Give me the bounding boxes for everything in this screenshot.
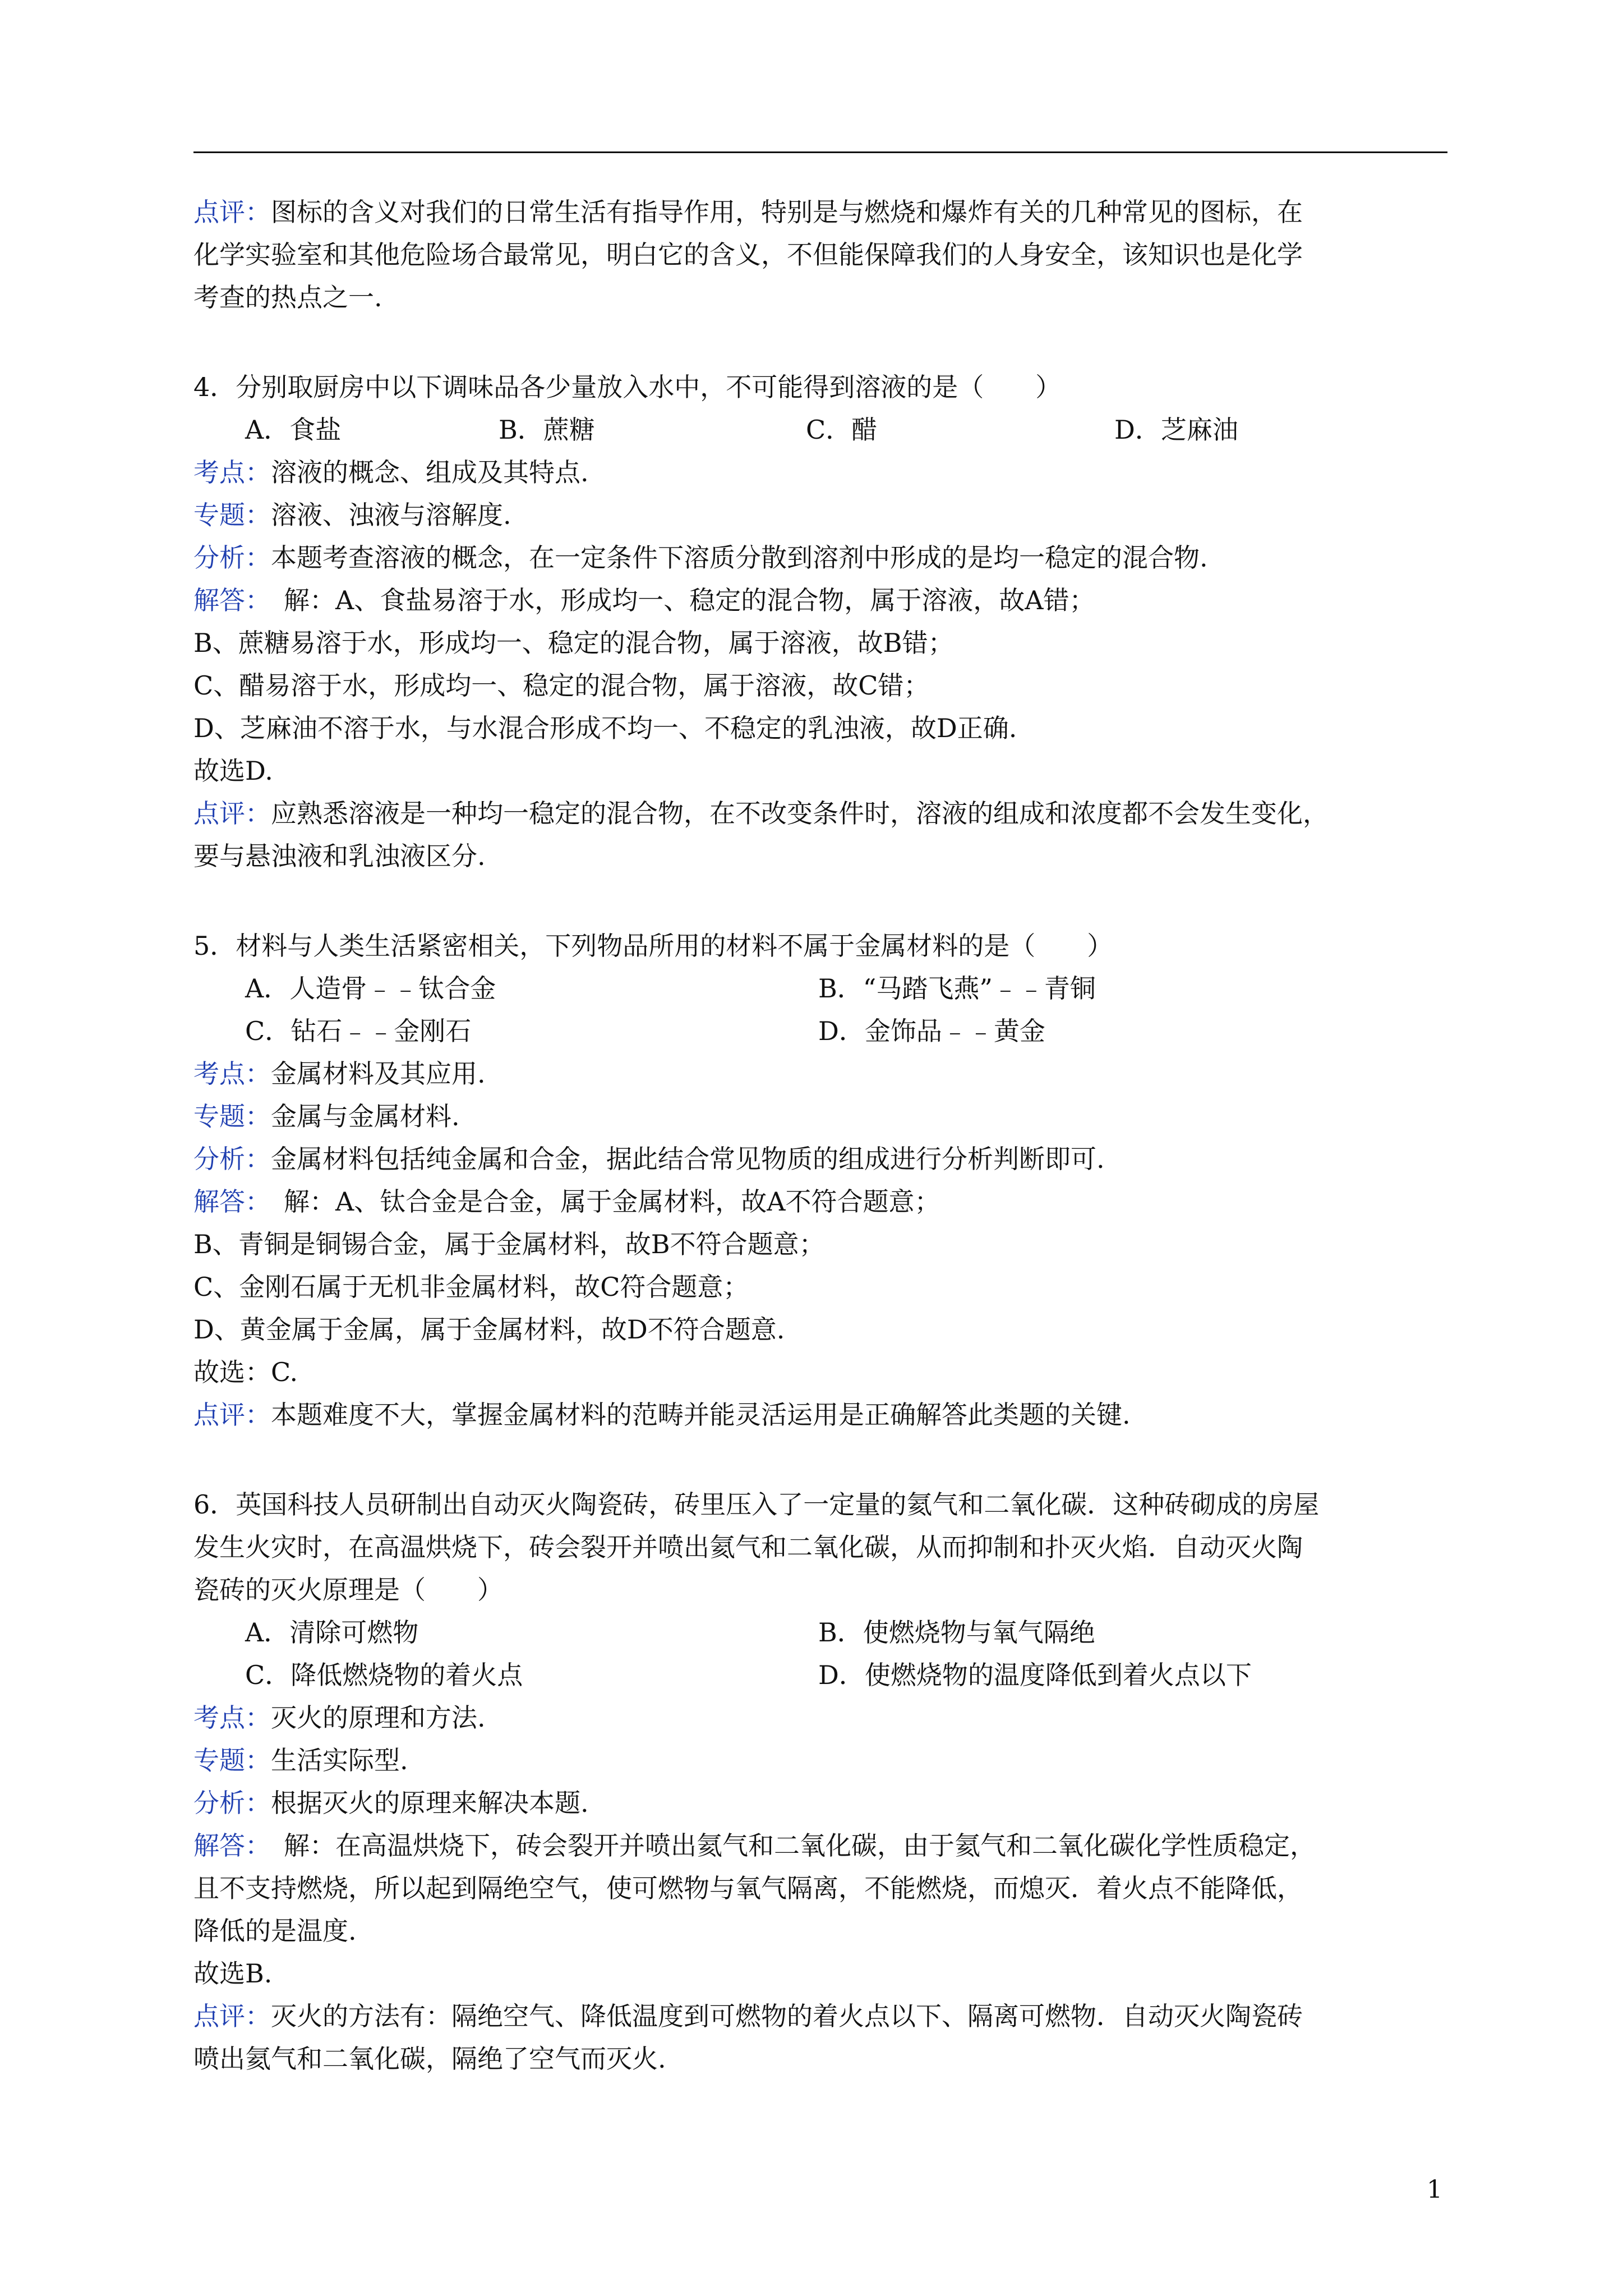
q6-jieda-line-2: 且不支持燃烧，所以起到隔绝空气，使可燃物与氧气隔离，不能燃烧，而熄灭．着火点不能降低， [193, 1873, 1303, 1903]
q5-option-c: C．钻石﹣﹣金刚石 [245, 1016, 472, 1046]
header-rule [193, 151, 1447, 153]
q4-dianping-line-2: 要与悬浊液和乳浊液区分. [193, 841, 486, 871]
q5-answer: 故选：C. [193, 1357, 298, 1387]
q6-option-d: D．使燃烧物的温度降低到着火点以下 [818, 1660, 1252, 1690]
q6-options-row-2 [193, 1654, 1447, 1696]
dianping-label: 点评： [193, 197, 271, 227]
q5-option-d: D．金饰品﹣﹣黄金 [818, 1016, 1045, 1046]
q5-option-b: B．“马踏飞燕”﹣﹣青铜 [818, 973, 1096, 1004]
page-number: 1 [1427, 2175, 1442, 2204]
intro-dianping-line-1: 点评：图标的含义对我们的日常生活有指导作用，特别是与燃烧和爆炸有关的几种常见的图标，在 [193, 197, 1303, 227]
dianping-label: 点评： [193, 798, 271, 829]
dianping-label: 点评： [193, 2001, 271, 2031]
q5-jieda-line-3: C、金刚石属于无机非金属材料，故C符合题意； [193, 1272, 749, 1302]
jieda-label: 解答： [193, 1830, 258, 1861]
q4-option-b: B．蔗糖 [499, 415, 595, 445]
q5-jieda: 解答： 解：A、钛合金是合金，属于金属材料，故A不符合题意； [193, 1186, 940, 1217]
q4-option-a: A．食盐 [245, 415, 342, 445]
q6-stem-line-3: 瓷砖的灭火原理是（ ） [193, 1575, 503, 1605]
q6-jieda-line-3: 降低的是温度. [193, 1916, 357, 1946]
q4-jieda: 解答： 解：A、食盐易溶于水，形成均一、稳定的混合物，属于溶液，故A错； [193, 585, 1095, 615]
q5-dianping: 点评：本题难度不大，掌握金属材料的范畴并能灵活运用是正确解答此类题的关键. [193, 1400, 1131, 1430]
q4-kaodian: 考点：溶液的概念、组成及其特点. [193, 457, 589, 487]
fenxi-label: 分析： [193, 1788, 271, 1818]
q5-kaodian: 考点：金属材料及其应用. [193, 1059, 486, 1089]
q6-kaodian: 考点：灭火的原理和方法. [193, 1703, 486, 1733]
kaodian-label: 考点： [193, 1703, 271, 1733]
q5-options-row-1 [193, 967, 1447, 1010]
zhuanti-label: 专题： [193, 1745, 271, 1775]
jieda-label: 解答： [193, 585, 258, 615]
q4-options [193, 408, 1447, 451]
q5-fenxi: 分析：金属材料包括纯金属和合金，据此结合常见物质的组成进行分析判断即可. [193, 1144, 1105, 1174]
q6-stem-line-2: 发生火灾时，在高温烘烧下，砖会裂开并喷出氦气和二氧化碳，从而抑制和扑灭火焰．自动灭火陶 [193, 1532, 1303, 1562]
q5-option-a: A．人造骨﹣﹣钛合金 [245, 973, 496, 1004]
q6-jieda: 解答： 解：在高温烘烧下，砖会裂开并喷出氦气和二氧化碳，由于氦气和二氧化碳化学性质稳定， [193, 1830, 1316, 1861]
document-body [193, 191, 1447, 2080]
dianping-label: 点评： [193, 1400, 271, 1430]
q4-answer: 故选D. [193, 756, 273, 786]
q6-stem-line-1: 6．英国科技人员研制出自动灭火陶瓷砖，砖里压入了一定量的氦气和二氧化碳．这种砖砌成的房屋 [193, 1489, 1320, 1520]
q5-stem: 5．材料与人类生活紧密相关，下列物品所用的材料不属于金属材料的是（ ） [193, 931, 1113, 961]
fenxi-label: 分析： [193, 542, 271, 573]
q6-answer: 故选B. [193, 1958, 273, 1989]
zhuanti-label: 专题： [193, 1101, 271, 1131]
q4-zhuanti: 专题：溶液、浊液与溶解度. [193, 500, 511, 530]
q4-fenxi: 分析：本题考查溶液的概念，在一定条件下溶质分散到溶剂中形成的是均一稳定的混合物. [193, 542, 1208, 573]
q5-jieda-line-4: D、黄金属于金属，属于金属材料，故D不符合题意. [193, 1314, 785, 1345]
zhuanti-label: 专题： [193, 500, 271, 530]
q4-jieda-line-2: B、蔗糖易溶于水，形成均一、稳定的混合物，属于溶液，故B错； [193, 628, 954, 658]
q6-option-b: B．使燃烧物与氧气隔绝 [818, 1617, 1095, 1648]
q4-option-c: C．醋 [806, 415, 878, 445]
q4-dianping: 点评：应熟悉溶液是一种均一稳定的混合物，在不改变条件时，溶液的组成和浓度都不会发生变化， [193, 798, 1329, 829]
q6-dianping: 点评：灭火的方法有：隔绝空气、降低温度到可燃物的着火点以下、隔离可燃物．自动灭火陶瓷砖 [193, 2001, 1303, 2031]
q4-stem: 4．分别取厨房中以下调味品各少量放入水中，不可能得到溶液的是（ ） [193, 372, 1062, 402]
intro-dianping-line-3: 考查的热点之一. [193, 282, 382, 312]
q6-dianping-line-2: 喷出氦气和二氧化碳，隔绝了空气而灭火. [193, 2044, 666, 2074]
jieda-label: 解答： [193, 1186, 258, 1217]
fenxi-label: 分析： [193, 1144, 271, 1174]
q4-jieda-line-3: C、醋易溶于水，形成均一、稳定的混合物，属于溶液，故C错； [193, 670, 930, 701]
q5-jieda-line-2: B、青铜是铜锡合金，属于金属材料，故B不符合题意； [193, 1229, 825, 1259]
intro-dianping-line-2: 化学实验室和其他危险场合最常见，明白它的含义，不但能保障我们的人身安全，该知识也是化学 [193, 240, 1303, 270]
q5-options-row-2 [193, 1010, 1447, 1052]
q5-zhuanti: 专题：金属与金属材料. [193, 1101, 460, 1131]
q6-option-c: C．降低燃烧物的着火点 [245, 1660, 523, 1690]
kaodian-label: 考点： [193, 1059, 271, 1089]
q4-option-d: D．芝麻油 [1114, 415, 1238, 445]
q6-fenxi: 分析：根据灭火的原理来解决本题. [193, 1788, 589, 1818]
q4-jieda-line-4: D、芝麻油不溶于水，与水混合形成不均一、不稳定的乳浊液，故D正确. [193, 713, 1017, 743]
q6-options-row-1 [193, 1611, 1447, 1654]
q6-zhuanti: 专题：生活实际型. [193, 1745, 408, 1775]
q6-option-a: A．清除可燃物 [245, 1617, 419, 1648]
kaodian-label: 考点： [193, 457, 271, 487]
